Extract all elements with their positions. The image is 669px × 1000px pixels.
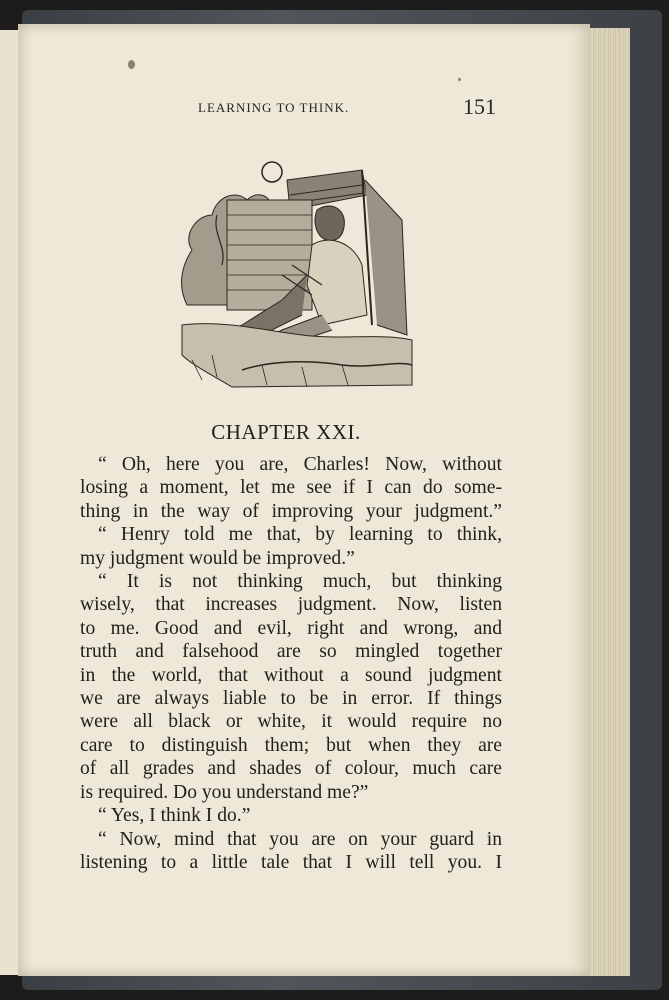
page-stack-edge [584, 28, 630, 976]
text-line: to me. Good and evil, right and wrong, and [80, 617, 502, 639]
text-line: care to distinguish them; but when they are [80, 734, 502, 756]
text-line: losing a moment, let me see if I can do some- [80, 477, 502, 499]
engraving-man-seated-by-fence-icon [172, 155, 417, 395]
text-line: “ Henry told me that, by learning to think, [98, 524, 502, 546]
running-title: LEARNING TO THINK. [198, 100, 350, 115]
text-line: “ Oh, here you are, Charles! Now, without [98, 454, 502, 475]
text-line: “ Yes, I think I do.” [98, 805, 251, 827]
text-line: we are always liable to be in error. If things [80, 688, 502, 710]
body-text [80, 453, 502, 874]
text-line: listening to a little tale that I will tell you. I [80, 851, 502, 873]
text-line: were all black or white, it would require no [80, 711, 502, 733]
text-line: thing in the way of improving your judgment.” [80, 500, 502, 522]
chapter-title: CHAPTER XXI. [211, 420, 361, 444]
text-line: “ Now, mind that you are on your guard in [98, 828, 502, 850]
text-line: in the world, that without a sound judgment [80, 664, 502, 686]
text-line: wisely, that increases judgment. Now, listen [80, 594, 502, 616]
text-line: of all grades and shades of colour, much care [80, 758, 502, 780]
foxing-spot [128, 60, 135, 69]
text-line: “ It is not thinking much, but thinking [98, 571, 502, 593]
foxing-spot [458, 78, 461, 81]
page-number: 151 [463, 94, 496, 119]
text-line: truth and falsehood are so mingled together [80, 641, 502, 663]
text-line: is required. Do you understand me?” [80, 781, 369, 803]
text-line: my judgment would be improved.” [80, 547, 355, 569]
